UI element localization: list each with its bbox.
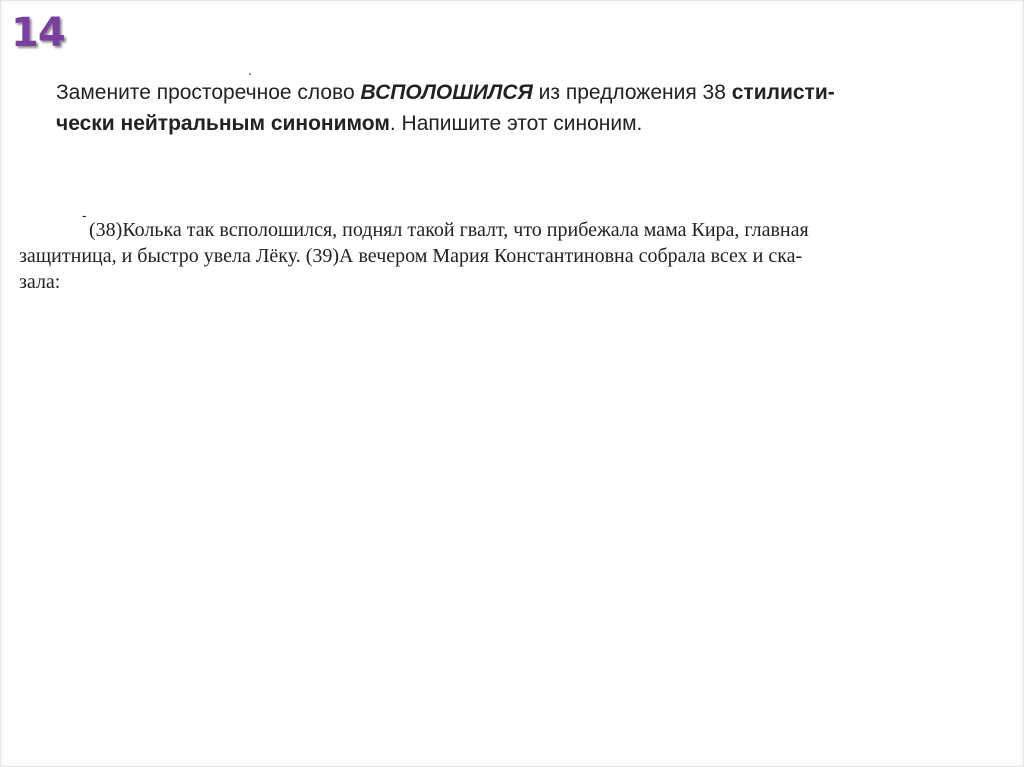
- task-line-2: [56, 108, 956, 139]
- task-emphasis-start: стилисти-: [731, 81, 835, 104]
- task-middle: из предложения 38: [532, 81, 732, 104]
- task-line-1: [56, 77, 956, 108]
- scan-mark: -: [82, 207, 87, 223]
- scan-mark: .: [248, 62, 252, 78]
- excerpt-line-1: (38)Колька так всполошился, поднял такой гвалт, что прибежала мама Кира, главная: [89, 219, 809, 241]
- task-emphasis-end: чески нейтральным синонимом: [56, 112, 390, 135]
- task-prefix: Замените просторечное слово: [56, 81, 361, 104]
- excerpt-line-2: защитница, и быстро увела Лёку. (39)А вечером Мария Константиновна собрала всех и ска-: [19, 245, 803, 267]
- task-instruction: . Напишите этот синоним.: [389, 112, 643, 135]
- text-excerpt: [19, 217, 979, 295]
- slide-number: 14: [11, 10, 65, 56]
- task-text: [56, 77, 956, 139]
- excerpt-line-3: зала:: [19, 271, 61, 293]
- target-word: ВСПОЛОШИЛСЯ: [360, 81, 533, 104]
